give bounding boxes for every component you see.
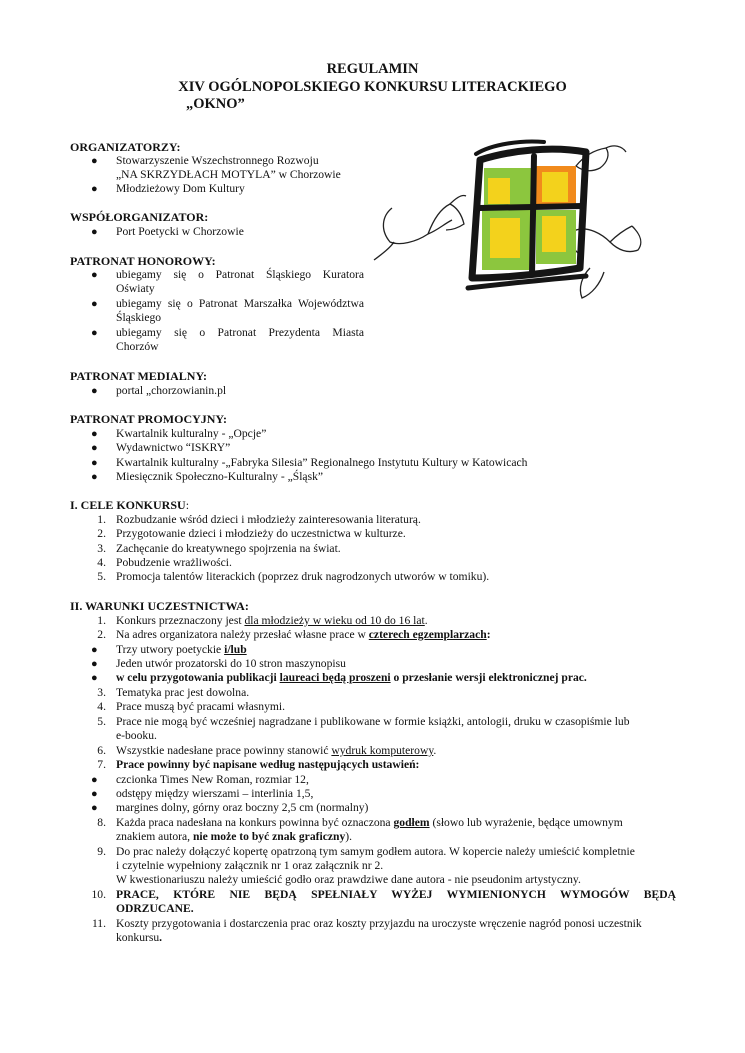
honorary-item-3: ubiegamy się o Patronat Prezydenta Miasta (116, 326, 364, 339)
condition-item-5-cont: e-booku. (116, 729, 157, 742)
condition-8-emblem: godłem (393, 816, 430, 829)
condition-item-9-cont2: W kwestionariuszu należy umieścić godło oraz prawdziwe dane autora - nie pseudonim artystyczny. (116, 873, 581, 886)
bullet: ● (91, 658, 98, 670)
list-number: 3. (97, 542, 106, 555)
honorary-item-1: ubiegamy się o Patronat Śląskiego Kuratora (116, 268, 364, 281)
bullet: ● (91, 226, 98, 238)
list-number: 1. (97, 513, 106, 526)
bullet: ● (91, 774, 98, 786)
list-number: 10. (91, 888, 106, 901)
bullet: ● (91, 672, 98, 684)
bullet: ● (91, 269, 98, 281)
document-title: REGULAMIN (326, 61, 419, 77)
organizers-heading: ORGANIZATORZY: (70, 140, 181, 154)
conditions-heading: II. WARUNKI UCZESTNICTWA: (70, 599, 249, 613)
goals-heading-text: I. CELE KONKURSU (70, 498, 186, 512)
list-number: 5. (97, 570, 106, 583)
condition-item-6: Wszystkie nadesłane prace powinny stanowić wydruk komputerowy. (116, 744, 437, 757)
media-patronage-heading: PATRONAT MEDIALNY: (70, 369, 208, 383)
bullet: ● (91, 385, 98, 397)
condition-bullet-1 (116, 643, 676, 657)
list-number: 9. (97, 845, 106, 858)
condition-bullet-2: Jeden utwór prozatorski do 10 stron maszynopisu (116, 657, 346, 670)
honorary-patronage-heading: PATRONAT HONOROWY: (70, 254, 216, 268)
bullet: ● (91, 442, 98, 454)
bullet: ● (91, 327, 98, 339)
promo-item-3: Kwartalnik kulturalny -„Fabryka Silesia” Regionalnego Instytutu Kultury w Katowicach (116, 456, 528, 469)
condition-8-no-graphic: nie może to być znak graficzny (192, 830, 346, 843)
bullet: ● (91, 644, 98, 656)
condition-item-10-cont: ODRZUCANE. (116, 902, 194, 915)
condition-6-text: Wszystkie nadesłane prace powinny stanowić (116, 744, 332, 757)
bullet-3-text: w celu przygotowania publikacji (116, 671, 280, 684)
honorary-item-2: ubiegamy się o Patronat Marszałka Województwa (116, 297, 364, 310)
condition-item-8-cont: znakiem autora, nie może to być znak graficzny). (116, 830, 353, 843)
bullet: ● (91, 471, 98, 483)
goal-item-1: Rozbudzanie wśród dzieci i młodzieży zainteresowania literaturą. (116, 513, 421, 526)
condition-1-text: Konkurs przeznaczony jest (116, 614, 245, 627)
co-organizer-item-1: Port Poetycki w Chorzowie (116, 225, 244, 238)
goal-item-5: Promocja talentów literackich (poprzez druk nagrodzonych utworów w tomiku). (116, 570, 490, 583)
goals-heading (70, 498, 189, 512)
condition-bullet-6: margines dolny, górny oraz boczny 2,5 cm (normalny) (116, 801, 369, 814)
condition-item-9: Do prac należy dołączyć kopertę opatrzoną tym samym godłem autora. W kopercie należy umieścić kompletnie (116, 845, 635, 858)
honorary-item-2-cont: Śląskiego (116, 311, 162, 324)
document-subtitle: XIV OGÓLNOPOLSKIEGO KONKURSU LITERACKIEGO (178, 79, 567, 95)
bullet: ● (91, 457, 98, 469)
condition-8-line2: znakiem autora, (116, 830, 193, 843)
condition-bullet-5: odstępy między wierszami – interlinia 1,5, (116, 787, 314, 800)
list-number: 4. (97, 556, 106, 569)
contest-name: „OKNO” (186, 96, 245, 112)
condition-bullet-3 (116, 671, 676, 685)
list-number: 1. (97, 614, 106, 627)
list-number: 6. (97, 744, 106, 757)
list-number: 2. (97, 527, 106, 540)
condition-6-printout: wydruk komputerowy (331, 744, 434, 757)
bullet: ● (91, 155, 98, 167)
condition-2-copies: czterech egzemplarzach (368, 628, 487, 641)
honorary-item-1-cont: Oświaty (116, 282, 155, 295)
list-number: 11. (91, 917, 106, 930)
condition-11-line2: konkursu (116, 931, 160, 944)
condition-item-3: Tematyka prac jest dowolna. (116, 686, 250, 699)
list-number: 3. (97, 686, 106, 699)
list-number: 2. (97, 628, 106, 641)
bullet-3-rest: o przesłanie wersji elektronicznej prac. (390, 671, 587, 684)
condition-item-11: Koszty przygotowania i dostarczenia prac oraz koszty przyjazdu na uroczyste wręczenie nagród ponosi uczestnik (116, 917, 642, 930)
promo-patronage-heading: PATRONAT PROMOCYJNY: (70, 412, 227, 426)
condition-2-text: Na adres organizatora należy przesłać własne prace w (116, 628, 369, 641)
organizer-item-1-cont: „NA SKRZYDŁACH MOTYLA” w Chorzowie (116, 168, 341, 181)
condition-item-5: Prace nie mogą być wcześniej nagradzane i publikowane w formie książki, antologii, druku w czasopiśmie lub (116, 715, 630, 728)
condition-8-text: Każda praca nadesłana na konkurs powinna być oznaczona (116, 816, 394, 829)
bullet: ● (91, 298, 98, 310)
promo-item-1: Kwartalnik kulturalny - „Opcje” (116, 427, 267, 440)
list-number: 5. (97, 715, 106, 728)
promo-item-2: Wydawnictwo “ISKRY” (116, 441, 231, 454)
organizer-item-2: Młodzieżowy Dom Kultury (116, 182, 245, 195)
goal-item-2: Przygotowanie dzieci i młodzieży do uczestnictwa w kulturze. (116, 527, 406, 540)
condition-bullet-4: czcionka Times New Roman, rozmiar 12, (116, 773, 309, 786)
condition-1-age: dla młodzieży w wieku od 10 do 16 lat (244, 614, 425, 627)
condition-item-9-cont: i czytelnie wypełniony załącznik nr 1 oraz załącznik nr 2. (116, 859, 384, 872)
condition-item-8 (116, 816, 676, 830)
condition-8-rest: (słowo lub wyrażenie, będące umownym (429, 816, 623, 829)
condition-item-11-cont: konkursu. (116, 931, 163, 944)
list-number: 8. (97, 816, 106, 829)
co-organizer-heading: WSPÓŁORGANIZATOR: (70, 210, 209, 224)
goal-item-3: Zachęcanie do kreatywnego spojrzenia na świat. (116, 542, 341, 555)
goals-heading-colon: : (185, 498, 190, 512)
bullet-1-andor: i/lub (224, 643, 247, 656)
condition-item-4: Prace muszą być pracami własnymi. (116, 700, 286, 713)
list-number: 7. (97, 758, 106, 771)
list-number: 4. (97, 700, 106, 713)
media-item-1: portal „chorzowianin.pl (116, 384, 227, 397)
bullet: ● (91, 428, 98, 440)
organizer-item-1: Stowarzyszenie Wszechstronnego Rozwoju (116, 154, 319, 167)
bullet: ● (91, 802, 98, 814)
bullet: ● (91, 788, 98, 800)
honorary-item-3-cont: Chorzów (116, 340, 159, 353)
condition-item-10: PRACE, KTÓRE NIE BĘDĄ SPEŁNIAŁY WYŻEJ WYMIENIONYCH WYMOGÓW BĘDĄ (116, 888, 676, 901)
condition-item-7: Prace powinny być napisane według następujących ustawień: (116, 758, 420, 771)
bullet: ● (91, 183, 98, 195)
goal-item-4: Pobudzenie wrażliwości. (116, 556, 232, 569)
condition-item-1: Konkurs przeznaczony jest dla młodzieży w wieku od 10 do 16 lat. (116, 614, 428, 627)
bullet-1-text: Trzy utwory poetyckie (116, 643, 225, 656)
bullet-3-laureates: laureaci będą proszeni (279, 671, 391, 684)
condition-item-2: Na adres organizatora należy przesłać własne prace w czterech egzemplarzach: (116, 628, 491, 641)
promo-item-4: Miesięcznik Społeczno-Kulturalny - „Śląsk” (116, 470, 324, 483)
